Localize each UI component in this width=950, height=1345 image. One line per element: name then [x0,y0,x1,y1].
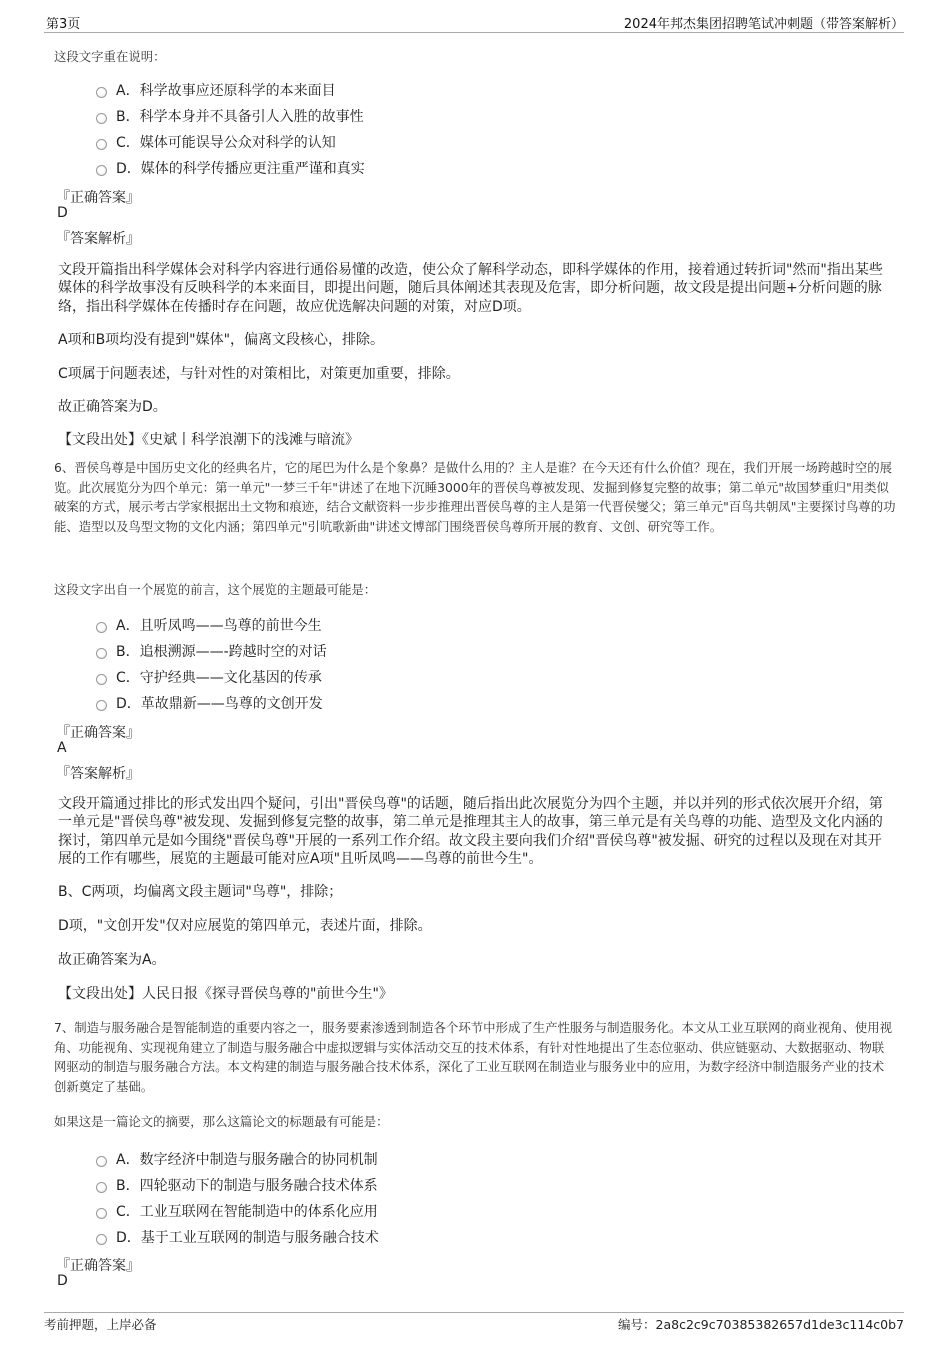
q5-option-c[interactable] [96,132,336,152]
option-label: D．基于工业互联网的制造与服务融合技术 [116,1230,379,1246]
source-citation: 【文段出处】人民日报《探寻晋侯鸟尊的"前世今生"》 [58,986,393,1002]
radio-icon[interactable] [96,1234,107,1245]
analysis-paragraph: B、C两项，均偏离文段主题词"鸟尊"，排除； [58,884,343,900]
q6-option-c[interactable] [96,667,322,687]
q7-option-b[interactable] [96,1175,378,1195]
answer-value: A [57,740,67,756]
analysis-label: 『答案解析』 [56,766,140,782]
option-label: A．科学故事应还原科学的本来面目 [116,83,336,99]
answer-value: D [57,205,68,221]
answer-label: 『正确答案』 [56,725,140,741]
q5-option-d[interactable] [96,158,365,178]
option-label: D．革故鼎新——鸟尊的文创开发 [116,696,323,712]
option-label: A．且听凤鸣——鸟尊的前世今生 [116,618,322,634]
radio-icon[interactable] [96,700,107,711]
footer-slogan: 考前押题，上岸必备 [44,1317,157,1332]
analysis-label: 『答案解析』 [56,231,140,247]
q7-option-c[interactable] [96,1201,378,1221]
radio-icon[interactable] [96,1156,107,1167]
q5-option-a[interactable] [96,80,336,100]
option-label: C．守护经典——文化基因的传承 [116,670,322,686]
q7-option-d[interactable] [96,1227,379,1247]
radio-icon[interactable] [96,1182,107,1193]
q6-option-b[interactable] [96,641,327,661]
analysis-conclusion: 故正确答案为D。 [58,399,167,415]
q7-option-a[interactable] [96,1149,378,1169]
radio-icon[interactable] [96,113,107,124]
option-label: B．四轮驱动下的制造与服务融合技术体系 [116,1178,378,1194]
analysis-conclusion: 故正确答案为A。 [58,952,166,968]
radio-icon[interactable] [96,1208,107,1219]
option-label: A．数字经济中制造与服务融合的协同机制 [116,1152,378,1168]
source-citation: 【文段出处】《史斌丨科学浪潮下的浅滩与暗流》 [58,432,359,448]
q6-prompt: 这段文字出自一个展览的前言，这个展览的主题最可能是： [54,582,377,597]
radio-icon[interactable] [96,139,107,150]
header-divider [44,32,904,33]
q6-option-a[interactable] [96,615,322,635]
radio-icon[interactable] [96,87,107,98]
document-title: 2024年邦杰集团招聘笔试冲刺题（带答案解析） [623,17,904,32]
answer-label: 『正确答案』 [56,190,140,206]
radio-icon[interactable] [96,622,107,633]
analysis-paragraph: 文段开篇通过排比的形式发出四个疑问，引出"晋侯鸟尊"的话题，随后指出此次展览分为四个主题，并以并列的形式依次展开介绍，第一单元是"晋侯鸟尊"被发现、发掘到修复完整的故事，第二单元是推理其主人的故事，第三单元是有关鸟尊的功能、造型及文化内涵的探讨，第四单元是如今围绕"晋侯鸟尊"开展的一系列工作介绍。故文段主要向我们介绍"晋侯鸟尊"被发掘、研究的过程以及现在对其开展的工作有哪些，展览的主题最可能对应A项"且听凤鸣——鸟尊的前世今生"。 [58,796,883,867]
radio-icon[interactable] [96,165,107,176]
q6-text: 6、晋侯鸟尊是中国历史文化的经典名片，它的尾巴为什么是个象鼻？是做什么用的？主人是谁？在今天还有什么价值？现在，我们开展一场跨越时空的展览。此次展览分为四个单元：第一单元"一梦三千年"讲述了在地下沉睡3000年的晋侯鸟尊被发现、发掘到修复完整的故事；第二单元"故国梦重归"用类似破案的方式，展示考古学家根据出土文物和痕迹，结合文献资料一步步推理出晋侯鸟尊的主人是第一代晋侯燮父；第三单元"百鸟共朝凤"主要探讨鸟尊的功能、造型以及鸟型文物的文化内涵；第四单元"引吭歌新曲"讲述文博部门围绕晋侯鸟尊所开展的教育、文创、研究等工作。 [54,460,896,535]
analysis-paragraph: C项属于问题表述，与针对性的对策相比，对策更加重要，排除。 [58,366,460,382]
page-number: 第3页 [46,17,81,32]
q5-prompt: 这段文字重在说明： [54,49,166,64]
answer-label: 『正确答案』 [56,1258,140,1274]
answer-value: D [57,1273,68,1289]
q5-option-b[interactable] [96,106,364,126]
q6-option-d[interactable] [96,693,323,713]
option-label: C．媒体可能误导公众对科学的认知 [116,135,336,151]
radio-icon[interactable] [96,674,107,685]
option-label: C．工业互联网在智能制造中的体系化应用 [116,1204,378,1220]
option-label: D．媒体的科学传播应更注重严谨和真实 [116,161,365,177]
radio-icon[interactable] [96,648,107,659]
footer-divider [44,1312,904,1313]
document-id: 编号：2a8c2c9c70385382657d1de3c114c0b7 [618,1317,904,1332]
analysis-paragraph: 文段开篇指出科学媒体会对科学内容进行通俗易懂的改造，使公众了解科学动态，即科学媒体的作用，接着通过转折词"然而"指出某些媒体的科学故事没有反映科学的本来面目，即提出问题，随后具体阐述其表现及危害，即分析问题，故文段是提出问题+分析问题的脉络，指出科学媒体在传播时存在问题，故应优选解决问题的对策，对应D项。 [58,262,883,315]
option-label: B．追根溯源——-跨越时空的对话 [116,644,327,660]
q7-text: 7、制造与服务融合是智能制造的重要内容之一，服务要素渗透到制造各个环节中形成了生产性服务与制造服务化。本文从工业互联网的商业视角、使用视角、功能视角、实现视角建立了制造与服务融合中虚拟逻辑与实体活动交互的技术体系，有针对性地提出了生态位驱动、供应链驱动、大数据驱动、物联网驱动的制造与服务融合方法。本文构建的制造与服务融合技术体系，深化了工业互联网在制造业与服务业中的应用，为数字经济中制造服务产业的技术创新奠定了基础。 [54,1020,893,1095]
q7-prompt: 如果这是一篇论文的摘要，那么这篇论文的标题最有可能是： [54,1114,389,1129]
option-label: B．科学本身并不具备引人入胜的故事性 [116,109,364,125]
analysis-paragraph: D项，"文创开发"仅对应展览的第四单元，表述片面，排除。 [58,918,432,934]
analysis-paragraph: A项和B项均没有提到"媒体"，偏离文段核心，排除。 [58,332,385,348]
